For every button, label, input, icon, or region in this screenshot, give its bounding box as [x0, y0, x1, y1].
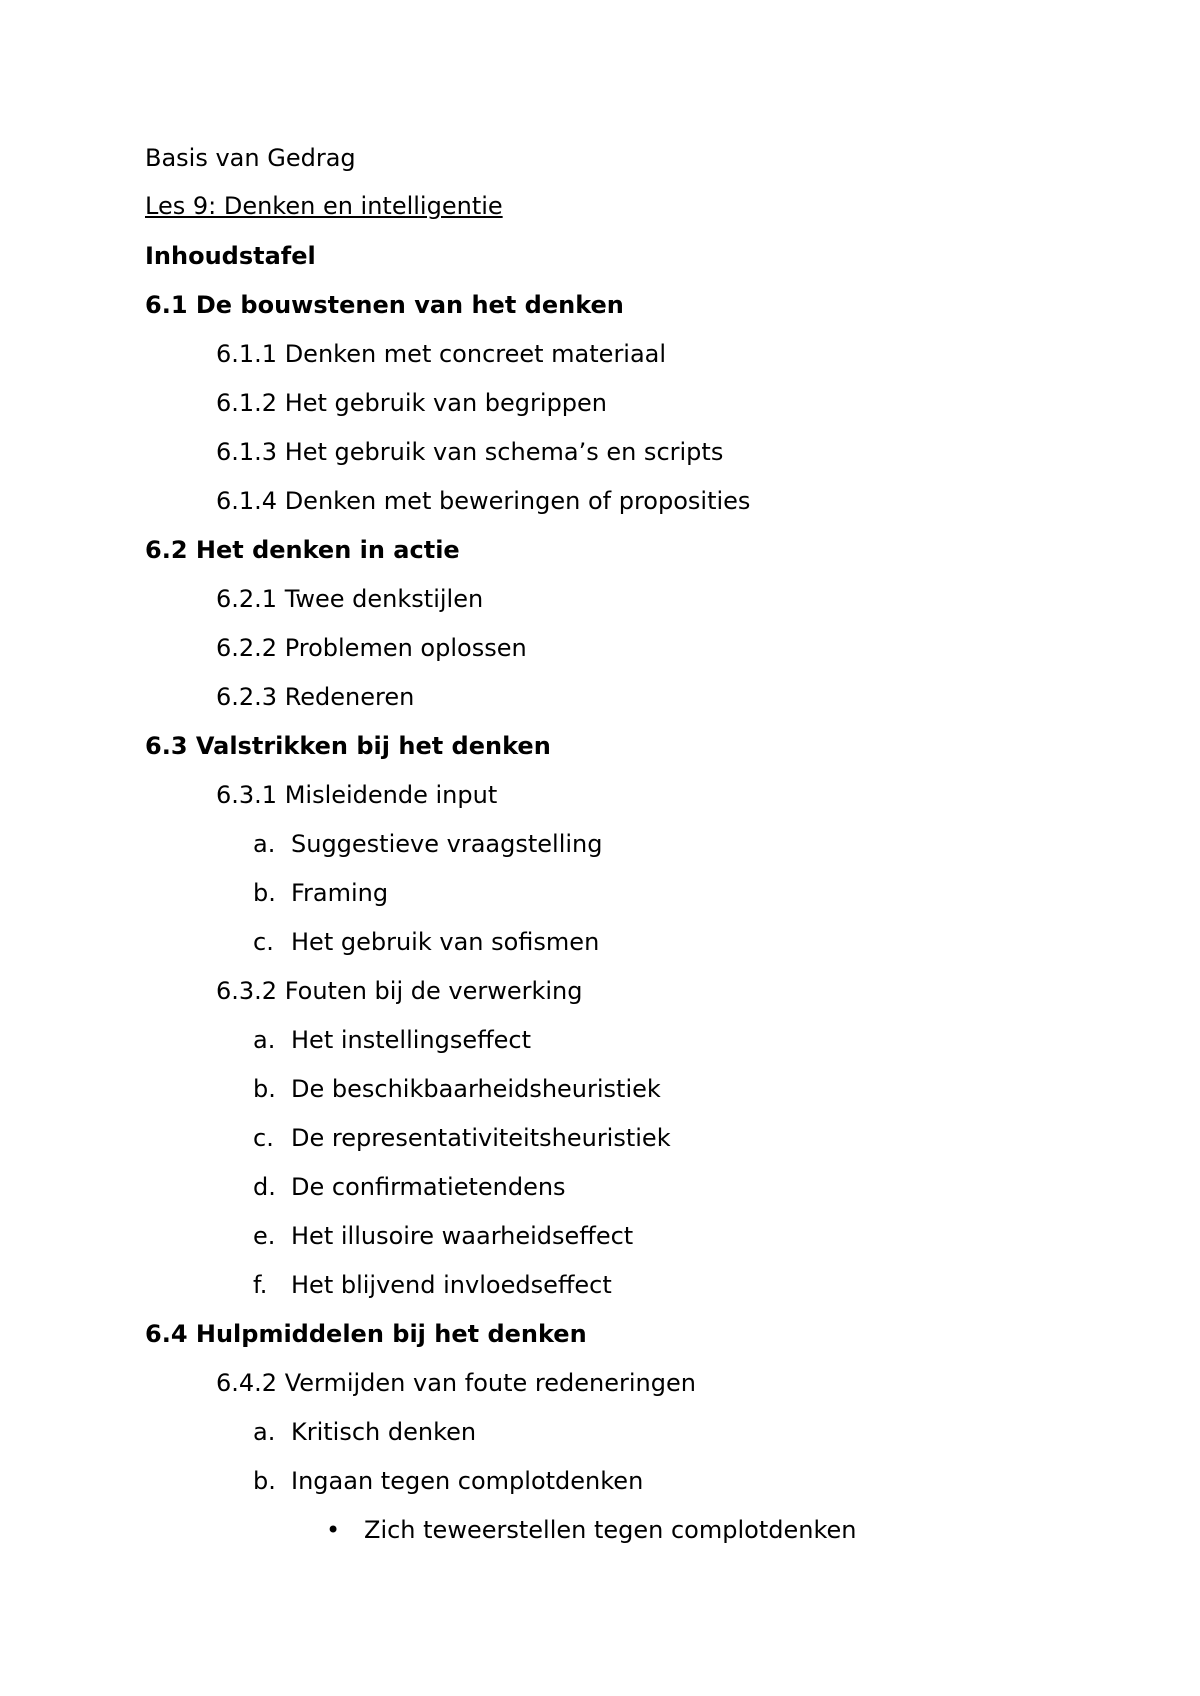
toc-list-item	[253, 829, 602, 859]
lesson-title: Les 9: Denken en intelligentie	[145, 192, 503, 220]
list-item-text: Suggestieve vraagstelling	[291, 830, 603, 858]
list-marker: f.	[253, 1271, 268, 1299]
list-marker: a.	[253, 1026, 276, 1054]
list-item-text: Het blijvend invloedseffect	[291, 1271, 612, 1299]
list-marker: a.	[253, 830, 276, 858]
list-item-text: Het gebruik van sofismen	[291, 928, 600, 956]
list-item-text: Het instellingseffect	[291, 1026, 532, 1054]
list-marker: d.	[253, 1173, 276, 1201]
toc-heading: Inhoudstafel	[145, 242, 316, 270]
list-marker: c.	[253, 1124, 274, 1152]
toc-list-item	[253, 1074, 661, 1104]
toc-list-item	[253, 1270, 612, 1300]
list-item-text: De representativiteitsheuristiek	[291, 1124, 671, 1152]
toc-list-item	[253, 1221, 633, 1251]
toc-section: 6.1 De bouwstenen van het denken	[145, 291, 624, 319]
toc-subsection: 6.2.3 Redeneren	[216, 683, 415, 711]
list-marker: b.	[253, 879, 276, 907]
list-item-text: Zich teweerstellen tegen complotdenken	[364, 1516, 857, 1544]
list-marker: a.	[253, 1418, 276, 1446]
toc-subsection: 6.3.1 Misleidende input	[216, 781, 498, 809]
toc-list-item	[253, 1417, 476, 1447]
list-marker: b.	[253, 1467, 276, 1495]
toc-bullet-item	[326, 1515, 856, 1545]
toc-subsection: 6.1.2 Het gebruik van begrippen	[216, 389, 608, 417]
toc-list-item	[253, 878, 388, 908]
list-item-text: Ingaan tegen complotdenken	[291, 1467, 644, 1495]
toc-subsection: 6.2.2 Problemen oplossen	[216, 634, 527, 662]
toc-list-item	[253, 927, 599, 957]
toc-section: 6.3 Valstrikken bij het denken	[145, 732, 551, 760]
toc-section: 6.4 Hulpmiddelen bij het denken	[145, 1320, 587, 1348]
toc-section: 6.2 Het denken in actie	[145, 536, 460, 564]
toc-subsection: 6.1.4 Denken met beweringen of proposities	[216, 487, 751, 515]
list-item-text: De confirmatietendens	[291, 1173, 566, 1201]
toc-subsection: 6.2.1 Twee denkstijlen	[216, 585, 484, 613]
list-item-text: De beschikbaarheidsheuristiek	[291, 1075, 661, 1103]
toc-list-item	[253, 1172, 566, 1202]
list-marker: e.	[253, 1222, 276, 1250]
list-item-text: Framing	[291, 879, 389, 907]
toc-list-item	[253, 1123, 671, 1153]
toc-subsection: 6.3.2 Fouten bij de verwerking	[216, 977, 583, 1005]
list-marker: c.	[253, 928, 274, 956]
toc-list-item	[253, 1466, 643, 1496]
toc-subsection: 6.1.1 Denken met concreet materiaal	[216, 340, 667, 368]
list-item-text: Het illusoire waarheidseffect	[291, 1222, 634, 1250]
bullet-icon: •	[326, 1516, 341, 1544]
list-item-text: Kritisch denken	[291, 1418, 477, 1446]
toc-subsection: 6.1.3 Het gebruik van schema’s en scripts	[216, 438, 724, 466]
course-title: Basis van Gedrag	[145, 144, 356, 172]
toc-subsection: 6.4.2 Vermijden van foute redeneringen	[216, 1369, 696, 1397]
list-marker: b.	[253, 1075, 276, 1103]
toc-list-item	[253, 1025, 531, 1055]
